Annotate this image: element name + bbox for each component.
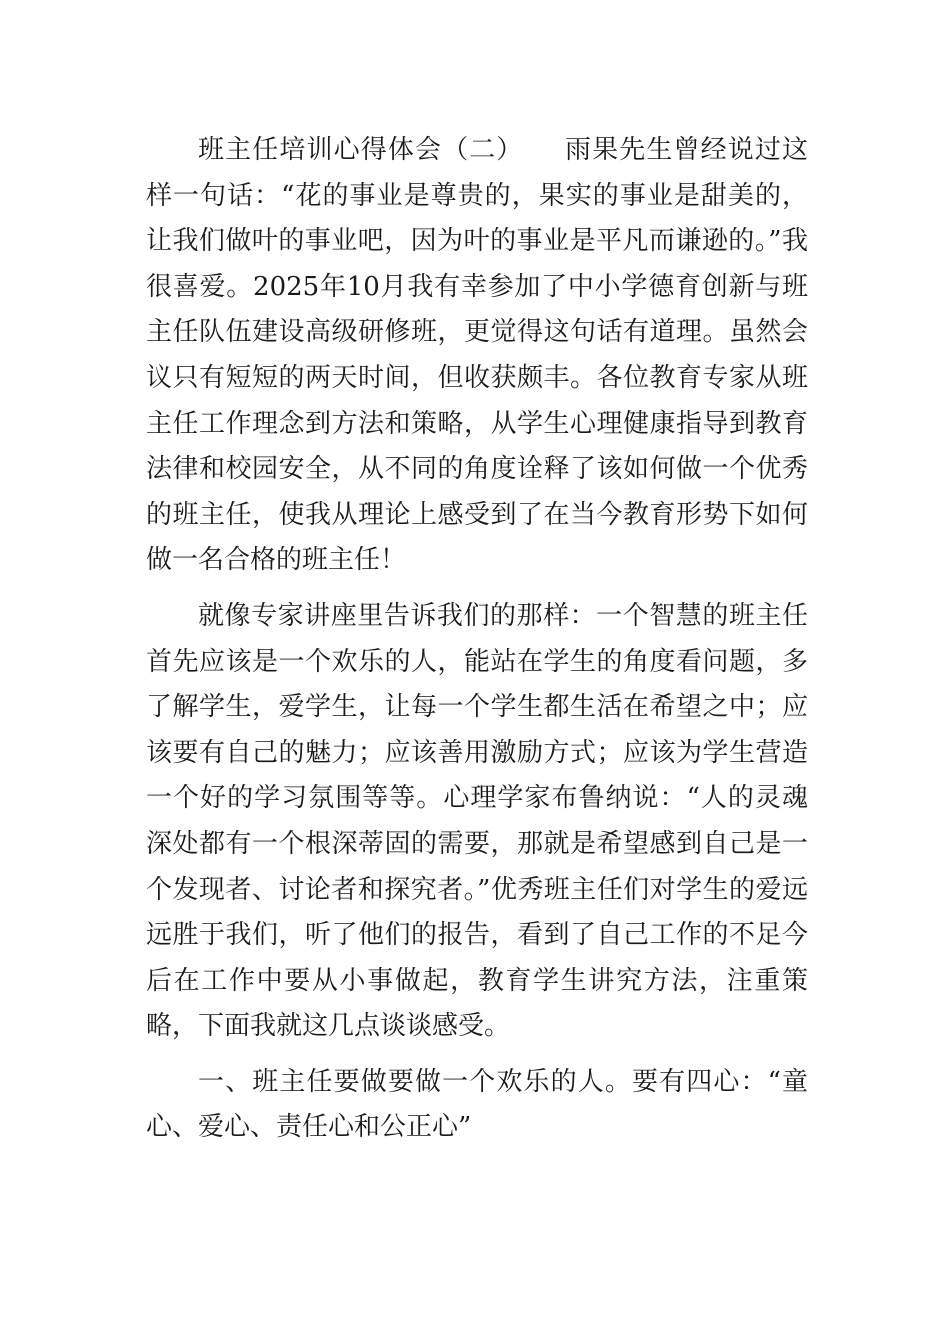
paragraph-text: 雨果先生曾经说过这样一句话：“花的事业是尊贵的，果实的事业是甜美的，让我们做叶的事业吧，因为叶的事业是平凡而谦逊的。”我很喜爱。2025年10月我有幸参加了中小学德育创新与班主任队伍建设高级研修班，更觉得这句话有道理。虽然会议只有短短的两天时间，但收获颇丰。各位教育专家从班主任工作理念到方法和策略，从学生心理健康指导到教育法律和校园安全，从不同的角度诠释了该如何做一个优秀的班主任，使我从理论上感受到了在当今教育形势下如何做一名合格的班主任！ (146, 135, 808, 576)
document-body (146, 128, 808, 1151)
document-title: 班主任培训心得体会（二） (198, 135, 524, 165)
paragraph-point-one: 一、班主任要做要做一个欢乐的人。要有四心：“童心、爱心、责任心和公正心” (146, 1066, 808, 1143)
paragraph-intro (146, 128, 808, 584)
paragraph-expert-lecture: 就像专家讲座里告诉我们的那样：一个智慧的班主任首先应该是一个欢乐的人，能站在学生的角度看问题，多了解学生，爱学生，让每一个学生都生活在希望之中；应该要有自己的魅力；应该善用激励方式；应该为学生营造一个好的学习氛围等等。心理学家布鲁纳说：“人的灵魂深处都有一个根深蒂固的需要，那就是希望感到自己是一个发现者、讨论者和探究者。”优秀班主任们对学生的爱远远胜于我们，听了他们的报告，看到了自己工作的不足今后在工作中要从小事做起，教育学生讲究方法，注重策略，下面我就这几点谈谈感受。 (146, 600, 808, 1042)
